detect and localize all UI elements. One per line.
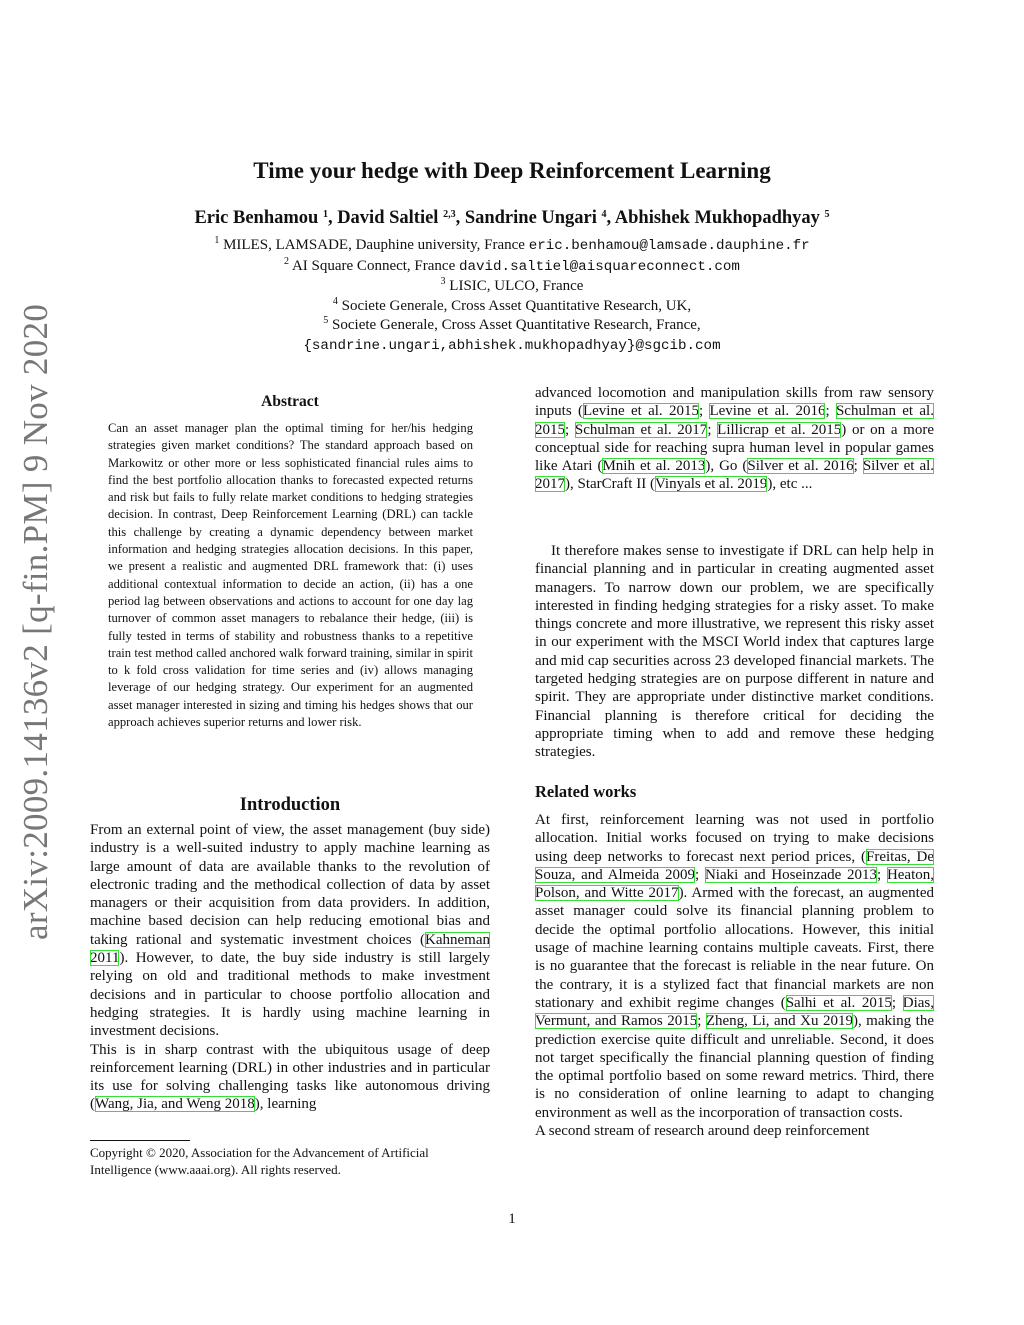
citation-link[interactable]: Silver et al. 2017: [535, 458, 935, 493]
affiliation-3: $^3$ LISIC, ULCO, France: [440, 276, 584, 295]
paper-title: Time your hedge with Deep Reinforcement Learning: [253, 158, 771, 183]
citation-link[interactable]: Wang, Jia, and Weng 2018: [95, 1096, 255, 1113]
citation-link[interactable]: Niaki and Hoseinzade 2013: [704, 866, 878, 883]
citation-link[interactable]: Heaton, Polson, and Witte 2017: [535, 866, 935, 902]
introduction-heading: Introduction: [239, 795, 341, 815]
introduction-body: [90, 821, 490, 1114]
related-works-heading: Related works: [535, 782, 637, 801]
citation-link[interactable]: Mnih et al. 2013: [602, 458, 706, 475]
arxiv-identifier: arXiv:2009.14136v2 [q-fin.PM] 9 Nov 2020: [16, 303, 55, 940]
citation-link[interactable]: Levine et al. 2016: [709, 403, 826, 420]
citation-link[interactable]: Freitas, De Souza, and Almeida 2009: [535, 848, 934, 883]
abstract-heading: Abstract: [261, 393, 319, 410]
affiliations: [0, 236, 1024, 357]
affiliation-4: $^4$ Societe Generale, Cross Asset Quantitative Research, UK,: [332, 295, 692, 314]
page-number: 1: [508, 1211, 516, 1227]
affiliation-2: $^2$ AI Square Connect, France david.saltiel@aisquareconnect.com: [284, 255, 740, 275]
right-paragraph-1: advanced locomotion and manipulation skills from raw sensory inputs (Levine et al. 2015; Levine et al. 2016; Schulman et al. 2015; Schulman et al. 2017; Lillicrap et al. 2015) or on a more conceptual side for reaching supra human level in popular games like Atari (Mnih et al. 2013), Go (Silver et al. 2016; Silver et al. 2017), StarCraft II (Vinyals et al. 2019), etc ...: [535, 385, 935, 493]
email-link[interactable]: {sandrine.ungari,abhishek.mukhopadhyay}@sgcib.com: [303, 337, 721, 354]
affiliation-emails: [0, 336, 1024, 357]
affiliation-1: $^1$ MILES, LAMSADE, Dauphine university, France eric.benhamou@lamsade.dauphine.fr: [214, 235, 810, 254]
abstract-text: Can an asset manager plan the optimal timing for her/his hedging strategies given market conditions? The standard approach based on Markowitz or other more or less sophisticated financial rules aims to find the best portfolio allocation thanks to forecasted expected returns and risk but fails to fully relate market conditions to hedging strategies decision. In contrast, Deep Reinforcement Learning (DRL) can tackle this challenge by creating a dynamic dependency between market information and hedging strategies allocation decisions. In this paper, we present a realistic and augmented DRL framework that: (i) uses additional contextual information to decide an action, (ii) has a one period lag between observations and actions to account for one day lag turnover of common asset managers to rebalance their hedge, (iii) is fully tested in terms of stability and robustness thanks to a repetitive train test method called anchored walk forward training, similar in spirit to k fold cross validation for time series and (iv) allows managing leverage of our hedging strategy. Our experiment for an augmented asset manager interested in sizing and timing his hedges shows that our approach achieves superior returns and lower risk.: [108, 421, 473, 730]
affiliation-5: $^5$ Societe Generale, Cross Asset Quantitative Research, France,: [323, 315, 701, 334]
citation-link[interactable]: Kahneman 2011: [90, 931, 490, 967]
author-list: Eric Benhamou $^1$, David Saltiel $^{2,3}$, Sandrine Ungari $^4$, Abhishek Mukhopadhyay $^5$: [194, 208, 830, 228]
citation-link[interactable]: Dias, Vermunt, and Ramos 2015: [535, 994, 934, 1030]
copyright-notice: Copyright © 2020, Association for the Advancement of Artificial Intelligence (www.aaai.org). All rights reserved.: [90, 1145, 429, 1177]
citation-link[interactable]: Schulman et al. 2017: [574, 421, 708, 438]
paragraph: From an external point of view, the asset management (buy side) industry is a well-suited industry to apply machine learning as large amount of data are available thanks to the revolution of electronic trading and the methodical collection of data by asset managers or their acquisition from data providers. In addition, machine based decision can help reducing emotional bias and taking rational and systematic investment choices (Kahneman 2011). However, to date, the buy side industry is still largely relying on old and traditional methods to make investment decisions and in particular to choose portfolio allocation and hedging strategies. It is hardly using machine learning in investment decisions.: [90, 822, 490, 1040]
right-paragraph-2: It therefore makes sense to investigate if DRL can help help in financial planning and in particular in creating augmented asset managers. To narrow down our problem, we are specifically interested in finding hedging strategies for a risky asset. To make things concrete and more illustrative, we represent this risky asset in our experiment with the MSCI World index that captures large and mid cap securities across 23 developed financial markets. The targeted hedging strategies are on purpose different in nature and spirit. They are appropriate under distinctive market conditions. Financial planning is therefore critical for deciding the appropriate timing when to add and remove these hedging strategies.: [535, 543, 934, 761]
citation-link[interactable]: Lillicrap et al. 2015: [717, 421, 842, 438]
citation-link[interactable]: Zheng, Li, and Xu 2019: [705, 1013, 853, 1030]
citation-link[interactable]: Levine et al. 2015: [582, 403, 699, 420]
citation-link[interactable]: Silver et al. 2016: [747, 458, 854, 475]
citation-link[interactable]: Vinyals et al. 2019: [654, 476, 768, 493]
paragraph: A second stream of research around deep reinforcement: [535, 1123, 870, 1140]
citation-link[interactable]: Salhi et al. 2015: [785, 994, 892, 1011]
email-link[interactable]: david.saltiel@aisquareconnect.com: [458, 258, 740, 275]
citation-link[interactable]: Schulman et al. 2015: [535, 403, 934, 438]
footnote-rule: [90, 1140, 190, 1141]
paragraph: This is in sharp contrast with the ubiquitous usage of deep reinforcement learning (DRL) in other industries and in particular its use for solving challenging tasks like autonomous driving (Wang, Jia, and Weng 2018), learning: [90, 1041, 490, 1113]
related-works-body: At first, reinforcement learning was not used in portfolio allocation. Initial works focused on trying to make decisions using deep networks to forecast next period prices, (Freitas, De Souza, and Almeida 2009; Niaki and Hoseinzade 2013; Heaton, Polson, and Witte 2017). Armed with the forecast, an augmented asset manager could solve its financial planning problem to decide the optimal portfolio allocations. However, this initial usage of machine learning contains multiple caveats. First, there is no guarantee that the forecast is reliable in the near future. On the contrary, it is a stylized fact that financial markets are non stationary and exhibit regime changes (Salhi et al. 2015; Dias, Vermunt, and Ramos 2015; Zheng, Li, and Xu 2019), making the prediction exercise quite difficult and unreliable. Second, it does not target specifically the financial planning question of finding the optimal portfolio based on some reward metrics. Third, there is no consideration of online learning to adapt to changing environment as well as the incorporation of transaction costs. A second stream of research around deep reinforcement: [535, 812, 935, 1140]
email-link[interactable]: eric.benhamou@lamsade.dauphine.fr: [528, 238, 810, 254]
